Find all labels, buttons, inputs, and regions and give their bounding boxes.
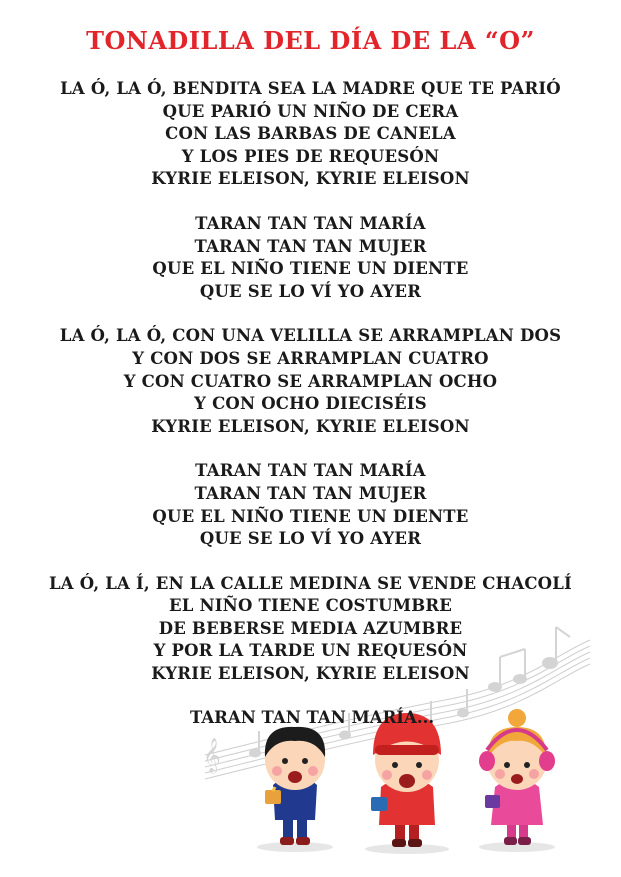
stanza-4	[0, 460, 621, 550]
final-lyric-line: TARAN TAN TAN MARÍA...	[190, 708, 435, 727]
lyric-line: QUE EL NIÑO TIENE UN DIENTE	[152, 259, 469, 279]
lyric-line: TARAN TAN TAN MUJER	[194, 483, 427, 503]
lyric-line: TARAN TAN TAN MARÍA	[195, 213, 426, 233]
stanza-3	[0, 325, 621, 438]
lyric-line: LA Ó, LA Ó, BENDITA SEA LA MADRE QUE TE PARIÓ	[60, 79, 561, 98]
lyric-line: Y POR LA TARDE UN REQUESÓN	[153, 641, 468, 661]
lyric-line: TARAN TAN TAN MUJER	[194, 236, 427, 256]
child-red-hat-icon	[371, 713, 441, 847]
lyrics	[0, 78, 621, 708]
child-girl-icon	[479, 709, 555, 845]
lyric-line: Y CON CUATRO SE ARRAMPLAN OCHO	[123, 371, 498, 391]
treble-clef-icon: 𝄞	[203, 738, 221, 773]
lyric-line: EL NIÑO TIENE COSTUMBRE	[168, 596, 453, 616]
lyric-line: LA Ó, LA Í, EN LA CALLE MEDINA SE VENDE CHACOLÍ	[49, 573, 572, 593]
stanza-1	[0, 78, 621, 191]
lyric-line: Y CON DOS SE ARRAMPLAN CUATRO	[132, 348, 489, 368]
child-boy-icon	[265, 727, 325, 845]
lyric-line: QUE PARIÓ UN NIÑO DE CERA	[162, 101, 459, 121]
carol-singers-illustration	[195, 615, 605, 860]
page-title: TONADILLA DEL DÍA DE LA “O”	[86, 26, 535, 55]
lyric-line: KYRIE ELEISON, KYRIE ELEISON	[151, 664, 470, 684]
lyric-line: LA Ó, LA Ó, CON UNA VELILLA SE ARRAMPLAN DOS	[59, 326, 562, 346]
lyric-line: KYRIE ELEISON, KYRIE ELEISON	[151, 416, 470, 436]
lyric-line: DE BEBERSE MEDIA AZUMBRE	[158, 618, 463, 638]
stanza-2	[0, 213, 621, 303]
lyric-line: QUE EL NIÑO TIENE UN DIENTE	[152, 506, 469, 526]
lyric-line: QUE SE LO VÍ YO AYER	[199, 529, 422, 549]
lyric-line: QUE SE LO VÍ YO AYER	[199, 281, 422, 301]
lyric-line: Y CON OCHO DIECISÉIS	[194, 394, 427, 414]
lyric-line: CON LAS BARBAS DE CANELA	[165, 124, 456, 144]
lyric-line: KYRIE ELEISON, KYRIE ELEISON	[151, 169, 470, 189]
lyric-line: TARAN TAN TAN MARÍA	[195, 461, 426, 481]
lyric-line: Y LOS PIES DE REQUESÓN	[181, 146, 440, 166]
